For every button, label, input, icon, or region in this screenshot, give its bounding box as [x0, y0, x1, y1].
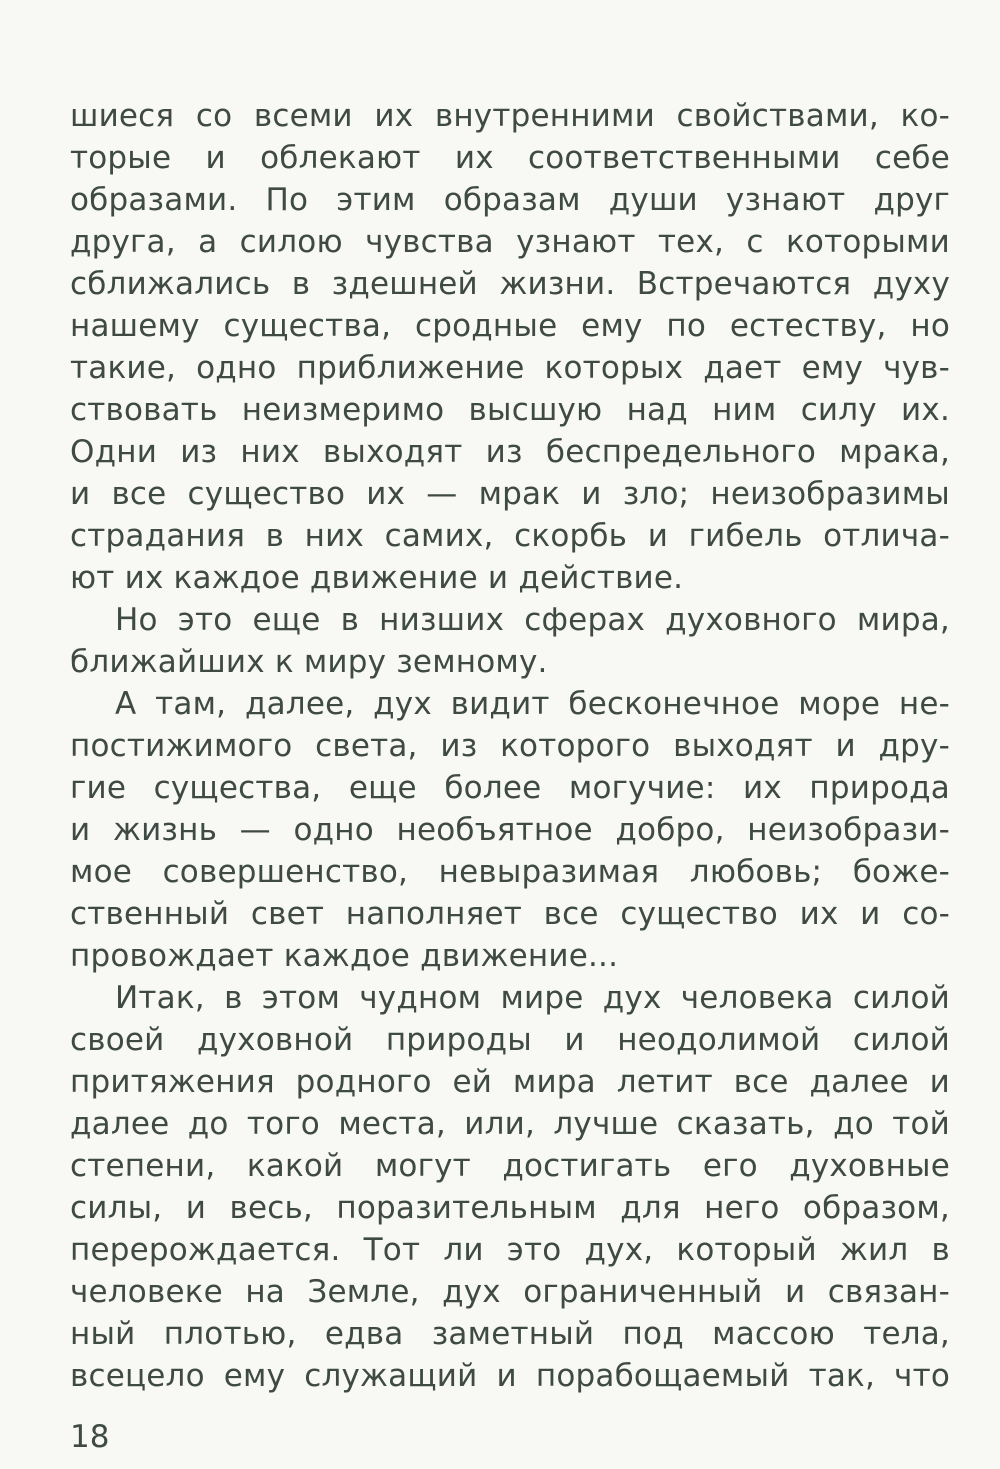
- text-line: ный плотью, едва заметный под массою тела,: [70, 1316, 950, 1352]
- paragraph-4: [70, 977, 950, 1397]
- text-line: Итак, в этом чудном мире дух человека силой: [115, 980, 950, 1016]
- text-line: такие, одно приближение которых дает ему чув-: [70, 350, 950, 386]
- page-number: 18: [70, 1419, 110, 1455]
- text-line: гие существа, еще более могучие: их природа: [70, 770, 950, 806]
- text-line: ственный свет наполняет все существо их и со-: [70, 896, 950, 932]
- text-line: ближайших к миру земному.: [70, 644, 548, 680]
- text-line: ют их каждое движение и действие.: [70, 560, 684, 596]
- text-line: А там, далее, дух видит бесконечное море не-: [115, 686, 950, 722]
- body-text: [70, 95, 950, 1397]
- text-line: шиеся со всеми их внутренними свойствами, ко-: [70, 98, 950, 134]
- paragraph-3: [70, 683, 950, 977]
- text-line: перерождается. Тот ли это дух, который жил в: [70, 1232, 950, 1268]
- text-line: торые и облекают их соответственными себе: [70, 140, 950, 176]
- text-line: Но это еще в низших сферах духовного мира,: [115, 602, 950, 638]
- text-line: степени, какой могут достигать его духовные: [70, 1148, 950, 1184]
- text-line: постижимого света, из которого выходят и дру-: [70, 728, 950, 764]
- text-line: друга, а силою чувства узнают тех, с которыми: [70, 224, 950, 260]
- text-line: сближались в здешней жизни. Встречаются духу: [70, 266, 950, 302]
- paragraph-2: [70, 599, 950, 683]
- text-line: и все существо их — мрак и зло; неизобразимы: [70, 476, 950, 512]
- text-line: ствовать неизмеримо высшую над ним силу их.: [70, 392, 950, 428]
- text-line: Одни из них выходят из беспредельного мрака,: [70, 434, 950, 470]
- text-line: силы, и весь, поразительным для него образом,: [70, 1190, 950, 1226]
- text-line: всецело ему служащий и порабощаемый так, что: [70, 1358, 950, 1394]
- text-line: и жизнь — одно необъятное добро, неизобрази-: [70, 812, 950, 848]
- text-line: своей духовной природы и неодолимой силой: [70, 1022, 950, 1058]
- text-line: страдания в них самих, скорбь и гибель отлича-: [70, 518, 950, 554]
- text-line: мое совершенство, невыразимая любовь; боже-: [70, 854, 950, 890]
- text-line: далее до того места, или, лучше сказать, до той: [70, 1106, 950, 1142]
- text-line: притяжения родного ей мира летит все далее и: [70, 1064, 950, 1100]
- paragraph-1: [70, 95, 950, 599]
- text-line: образами. По этим образам души узнают друг: [70, 182, 950, 218]
- text-line: человеке на Земле, дух ограниченный и связан-: [70, 1274, 950, 1310]
- text-line: нашему существа, сродные ему по естеству, но: [70, 308, 950, 344]
- text-line: провождает каждое движение...: [70, 938, 619, 974]
